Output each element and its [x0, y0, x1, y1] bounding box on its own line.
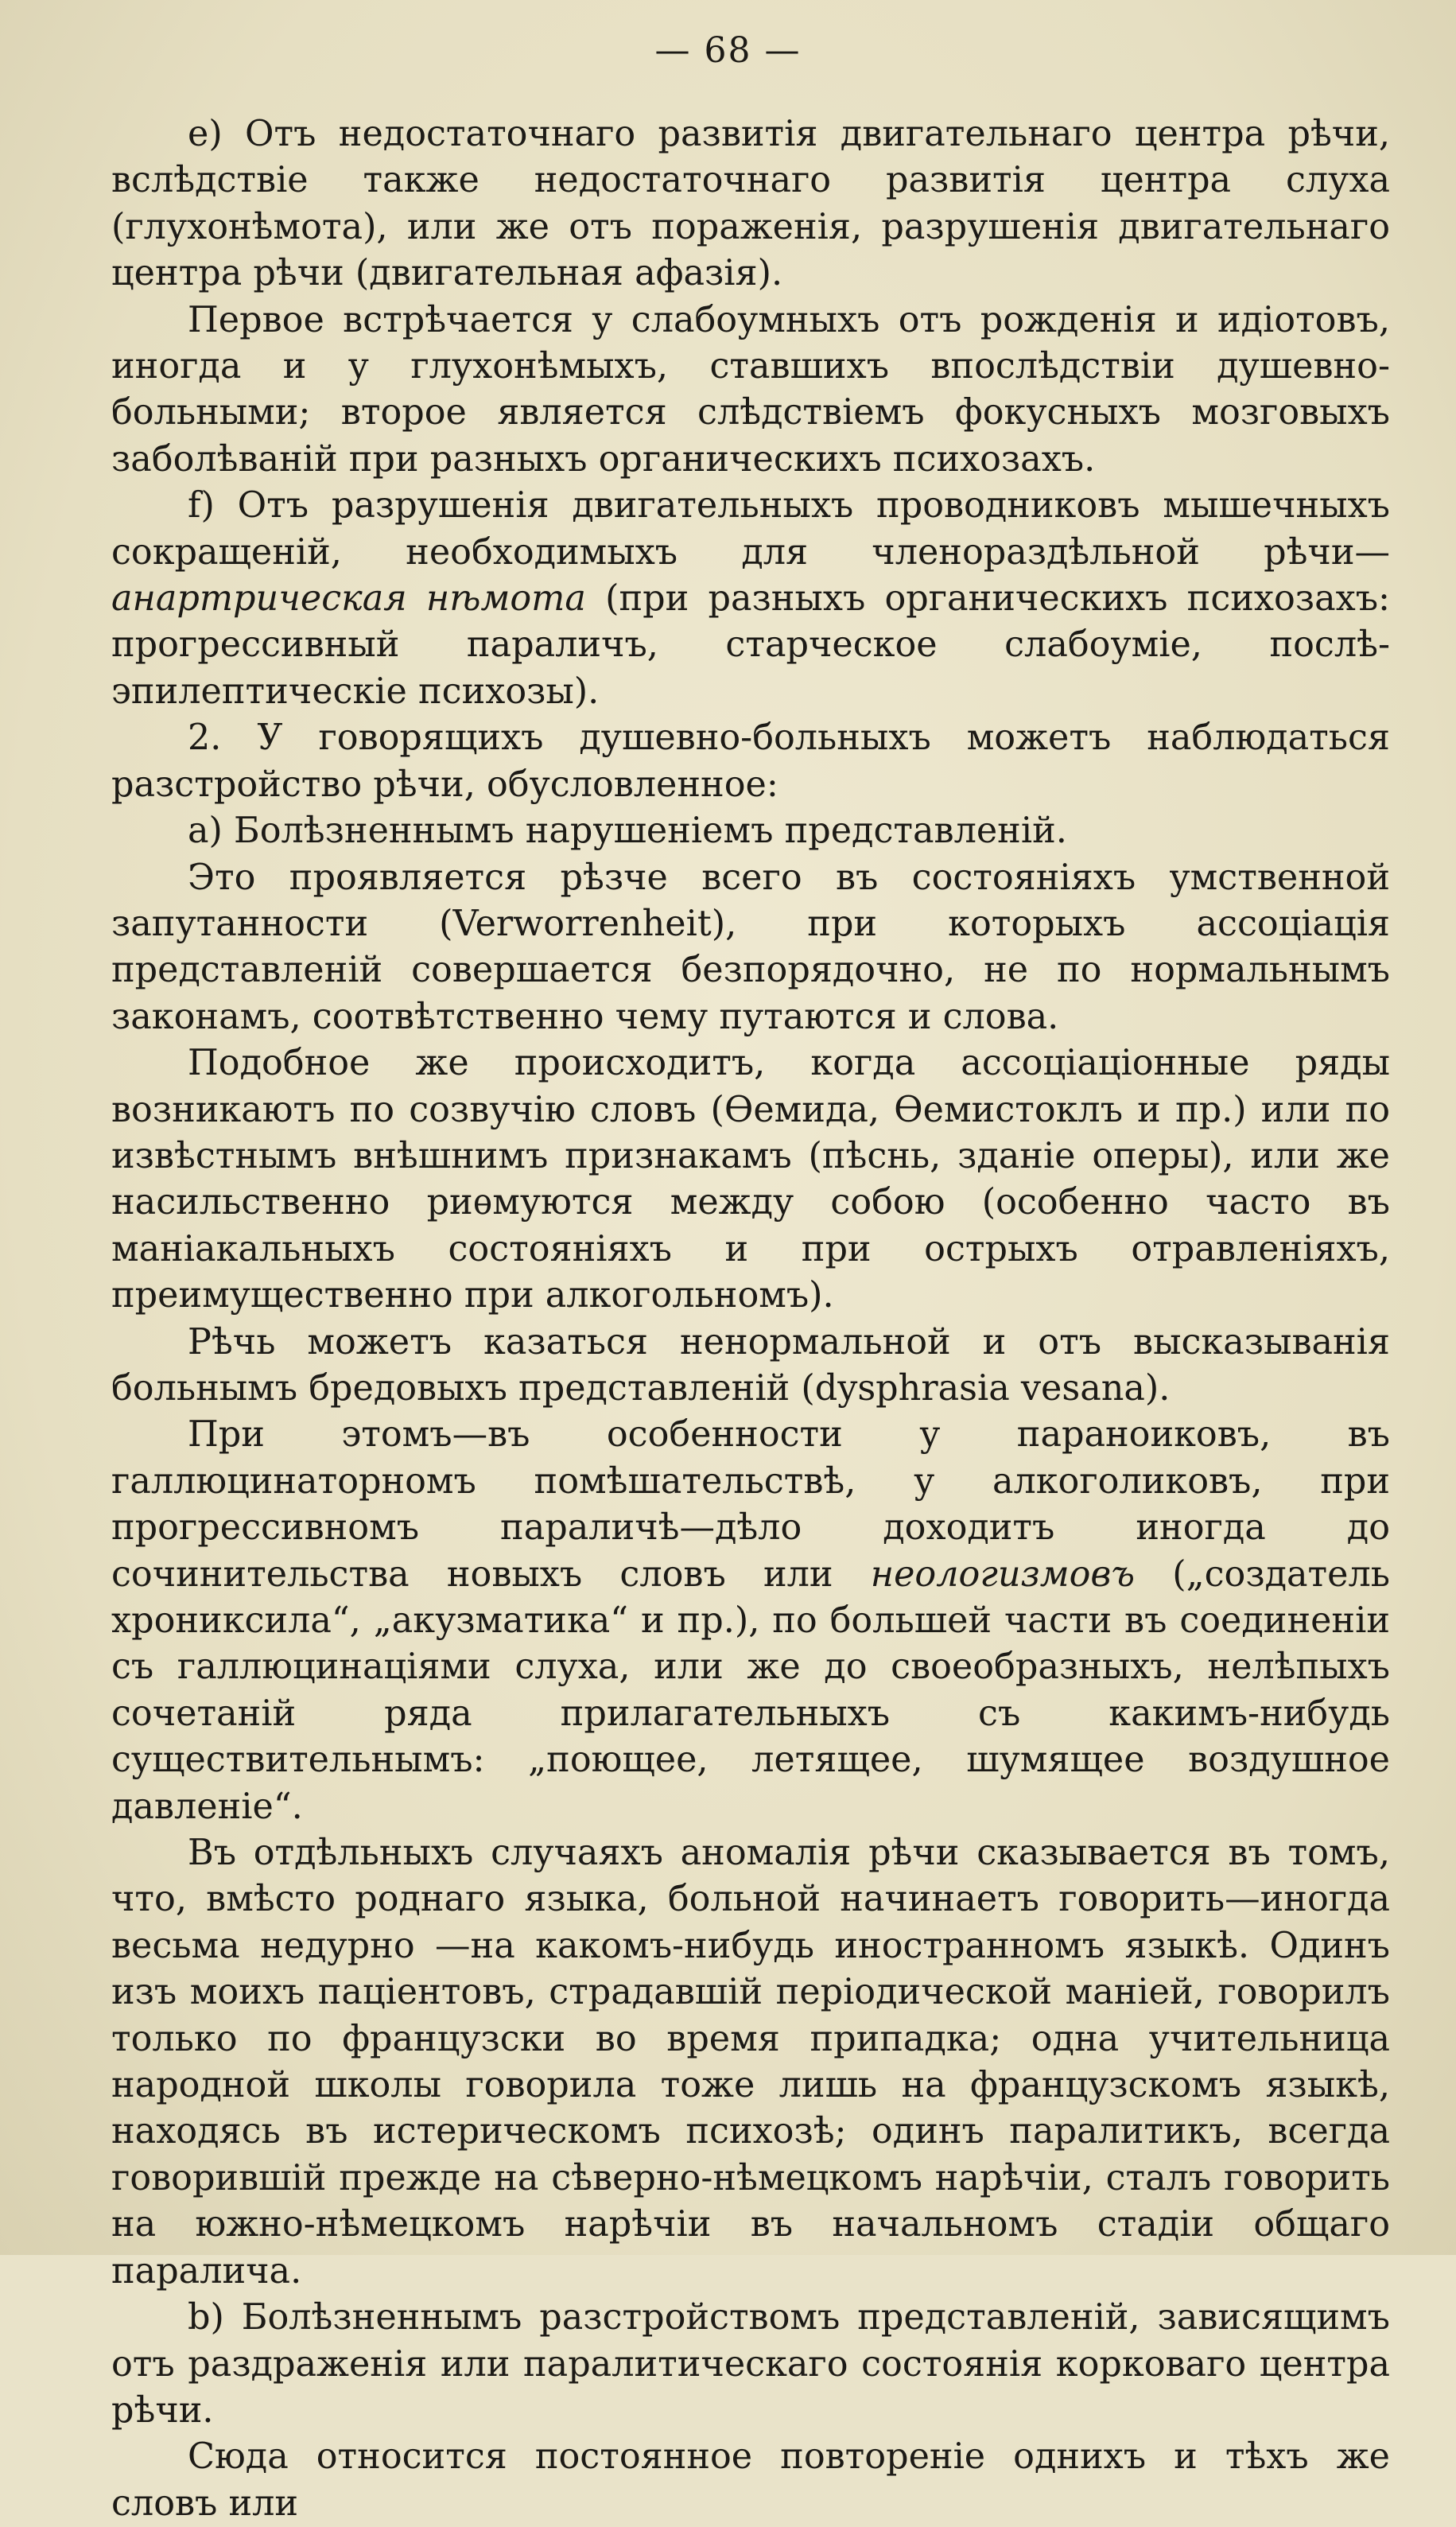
paragraph-f-italic: анартрическая нѣмота	[111, 578, 586, 620]
page-body	[111, 111, 1390, 2527]
paragraph-neologisms	[111, 1412, 1390, 1830]
paragraph-repetition: Сюда относится постоянное повтореніе однихъ и тѣхъ же словъ или	[111, 2436, 1390, 2524]
page-number: — 68 —	[654, 30, 802, 71]
paragraph-associations: Подобное же происходитъ, когда ассоціаціонные ряды возникаютъ по созвучію словъ (Ѳемида, Ѳемистоклъ и пр.) или по извѣстнымъ внѣшнимъ признакамъ (пѣснь, зданіе оперы), или же насильственно риѳмуются между собою (особенно часто въ маніакальныхъ состояніяхъ и при острыхъ отравленіяхъ, преимущественно при алкогольномъ).	[111, 1043, 1390, 1316]
paragraph-b: b) Болѣзненнымъ разстройствомъ представленій, зависящимъ отъ раздраженія или паралитическаго состоянія корковаго центра рѣчи.	[111, 2297, 1390, 2431]
paragraph-a: a) Болѣзненнымъ нарушеніемъ представленій.	[188, 811, 1067, 852]
paragraph-f	[111, 483, 1390, 715]
paragraph-verworrenheit: Это проявляется рѣзче всего въ состояніяхъ умственной запутанности (Verworrenheit), при которыхъ ассоціація представленій совершается безпорядочно, не по нормальнымъ законамъ, соотвѣтственно чему путаются и слова.	[111, 857, 1390, 1037]
paragraph-neologisms-italic: неологизмовъ	[870, 1553, 1135, 1595]
paragraph-dysphrasia: Рѣчь можетъ казаться ненормальной и отъ высказыванія больнымъ бредовыхъ представленій (dysphrasia vesana).	[111, 1321, 1390, 1409]
paragraph-neologisms-text: При этомъ—въ особенности у параноиковъ, въ галлюцинаторномъ помѣшательствѣ, у алкоголиковъ, при прогрессивномъ параличѣ—дѣло доходитъ иногда до сочинительства новыхъ словъ или	[111, 1414, 1390, 1595]
paragraph-e: e) Отъ недостаточнаго развитія двигательнаго центра рѣчи, вслѣдствіе также недостаточнаго развитія центра слуха (глухонѣмота), или же отъ пораженія, разрушенія двигательнаго центра рѣчи (двигательная афазія).	[111, 114, 1390, 294]
paragraph-foreign-language: Въ отдѣльныхъ случаяхъ аномалія рѣчи сказывается въ томъ, что, вмѣсто роднаго языка, больной начинаетъ говорить—иногда весьма недурно —на какомъ-нибудь иностранномъ языкѣ. Одинъ изъ моихъ паціентовъ, страдавшій періодической маніей, говорилъ только по французски во время припадка; одна учительница народной школы говорила тоже лишь на французскомъ языкѣ, находясь въ истерическомъ психозѣ; одинъ паралитикъ, всегда говорившій прежде на сѣверно-нѣмецкомъ нарѣчіи, сталъ говорить на южно-нѣмецкомъ нарѣчіи въ начальномъ стадіи общаго паралича.	[111, 1833, 1390, 2292]
paragraph-neologisms-text-end: („создатель хрониксила“, „акузматика“ и пр.), по большей части въ соединеніи съ галлюцинаціями слуха, или же до своеобразныхъ, нелѣпыхъ сочетаній ряда прилагательныхъ съ какимъ-нибудь существительнымъ: „поющее, летящее, шумящее воздушное давленіе“.	[111, 1553, 1390, 1827]
paragraph-f-text: f) Отъ разрушенія двигательныхъ проводниковъ мышечныхъ сокращеній, необходимыхъ для членораздѣльной рѣчи—	[111, 485, 1390, 573]
paragraph-f-text-end: (при разныхъ органическихъ психозахъ: прогрессивный параличъ, старческое слабоуміе, послѣ-эпилептическіе психозы).	[111, 578, 1390, 712]
paragraph-first-occurrence: Первое встрѣчается у слабоумныхъ отъ рожденія и идіотовъ, иногда и у глухонѣмыхъ, ставшихъ впослѣдствіи душевно-больными; второе является слѣдствіемъ фокусныхъ мозговыхъ заболѣваній при разныхъ органическихъ психозахъ.	[111, 299, 1390, 480]
paragraph-section-2: 2. У говорящихъ душевно-больныхъ можетъ наблюдаться разстройство рѣчи, обусловленное:	[111, 717, 1390, 805]
